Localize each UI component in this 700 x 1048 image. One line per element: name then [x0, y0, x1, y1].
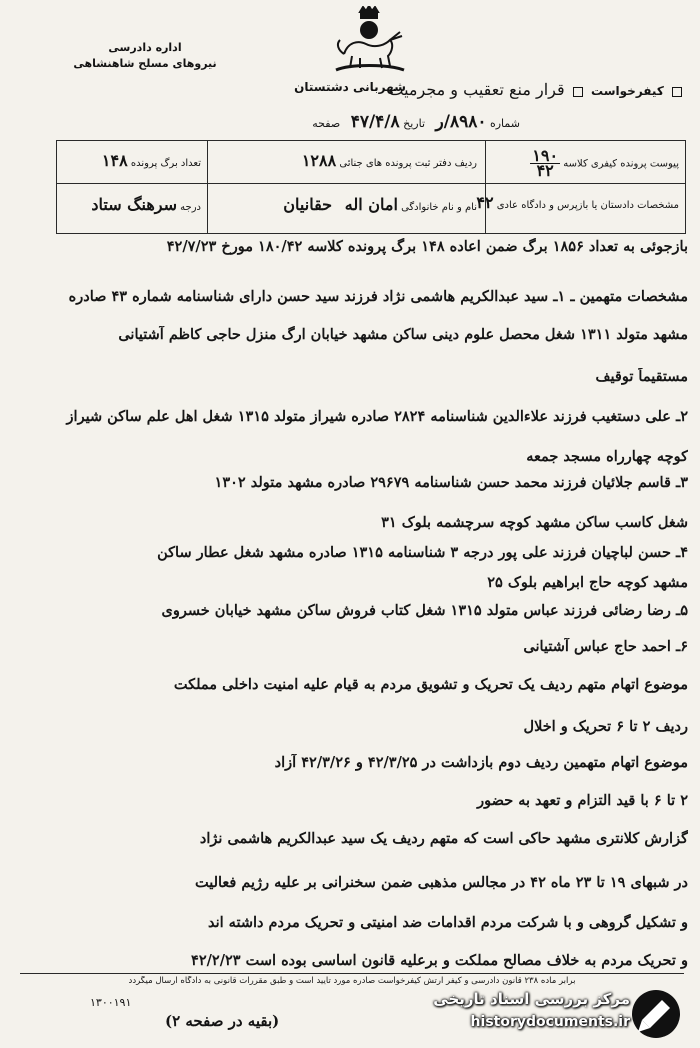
body-line: ۴ـ حسن لباچیان فرزند علی پور درجه ۳ شناسنامه ۱۳۱۵ صادره مشهد شغل عطار ساکن [157, 544, 688, 561]
document-title [226, 80, 686, 99]
body-line: ۲ـ علی دستغیب فرزند علاءالدین شناسنامه ۲۸۲۴ صادره شیراز متولد ۱۳۱۵ شغل اهل علم ساکن شیراز [66, 408, 688, 425]
watermark-text-en: historydocuments.ir [470, 1014, 630, 1030]
checkbox-icon [672, 87, 682, 97]
rank-value: سرهنگ ستاد [91, 195, 177, 214]
plaintiff-value: امان اله [344, 195, 398, 214]
body-line: بازجوئی به تعداد ۱۸۵۶ برگ ضمن اعاده ۱۴۸ برگ پرونده کلاسه ۱۸۰/۴۲ مورخ ۴۲/۷/۲۳ [166, 238, 688, 255]
body-line: مستقیماً توقیف [595, 368, 688, 385]
plaintiff-label: نام و نام خانوادگی [401, 202, 477, 213]
body-line: گزارش کلانتری مشهد حاکی است که متهم ردیف یک سید عبدالکریم هاشمی نژاد [199, 830, 688, 847]
footer-divider [20, 973, 684, 974]
case-number-cell [530, 146, 679, 180]
body-line: موضوع اتهام متهمین ردیف دوم بازداشت در ۴۲/۳/۲۵ و ۴۲/۳/۲۶ آزاد [274, 754, 688, 771]
body-line: مشخصات متهمین ـ ۱ـ سید عبدالکریم هاشمی نژاد فرزند سید حسن دارای شناسنامه شماره ۴۳ صادره [68, 288, 688, 305]
complainant-label: مشخصات دادستان یا بازپرس و دادگاه عادی [496, 200, 679, 211]
case-info-table [56, 140, 686, 234]
complainant-cell [476, 193, 679, 212]
case-den: ۴۲ [536, 161, 554, 180]
body-line: و تحریک مردم به خلاف مصالح مملکت و برعلیه قانون اساسی بوده است ۴۲/۲/۲۳ [191, 952, 688, 969]
body-line: و تشکیل گروهی و با شرکت مردم اقدامات ضد امنیتی و تحریک مردم داشته اند [207, 914, 688, 931]
number-date-line [180, 112, 520, 132]
org-line-2: نیروهای مسلح شاهنشاهی [73, 57, 217, 70]
body-line: ردیف ۲ تا ۶ تحریک و اخلال [523, 718, 688, 735]
rank-label: درجه [180, 202, 201, 213]
case-fraction [530, 146, 560, 180]
body-line: شغل کاسب ساکن مشهد کوچه سرچشمه بلوک ۳۱ [381, 514, 688, 531]
register-cell [302, 151, 477, 170]
body-line: ۶ـ احمد حاج عباس آشتیانی [523, 638, 688, 655]
page-label: صفحه [312, 117, 341, 130]
date-label: تاریخ [403, 117, 426, 130]
organization-header [60, 40, 230, 72]
case-label: پیوست پرونده کیفری کلاسه [563, 158, 679, 170]
title-mid: قرار منع تعقیب و مجرمیت [388, 80, 565, 99]
register-value: ۱۲۸۸ [301, 151, 337, 170]
case-num: ۱۹۰ [532, 146, 559, 165]
footer-code: ۱۳۰۰۱۹۱ [90, 996, 132, 1009]
footer-note: برابر ماده ۲۳۸ قانون دادرسی و کیفر ارتش کیفرخواست صادره مورد تأیید است و طبق مقررات قانونی به دادگاه ارسال میگردد [128, 976, 576, 986]
register-label: ردیف دفتر ثبت پرونده های جنائی [339, 158, 477, 169]
title-prefix: کیفرخواست [591, 84, 664, 98]
body-line: ۳ـ قاسم جلائیان فرزند محمد حسن شناسنامه ۲۹۶۷۹ صادره مشهد متولد ۱۳۰۲ [214, 474, 688, 491]
number-label: شماره [489, 117, 520, 130]
plaintiff-cell [283, 195, 477, 214]
body-line: موضوع اتهام متهم ردیف یک تحریک و تشویق مردم به قیام علیه امنیت داخلی مملکت [173, 676, 688, 693]
plaintiff-surname: حقانیان [283, 195, 333, 214]
complainant-value: ۴۲ [476, 193, 494, 212]
body-line: مشهد کوچه حاج ابراهیم بلوک ۲۵ [487, 574, 688, 591]
unit-name: شهربانی دشتستان [294, 80, 406, 94]
body-line: در شبهای ۱۹ تا ۲۳ ماه ۴۲ در مجالس مذهبی ضمن سخنرانی بر علیه رژیم فعالیت [194, 874, 688, 891]
watermark-text-fa: مرکز بررسی اسناد تاریخی [433, 990, 630, 1008]
body-line: ۵ـ رضا رضائی فرزند عباس متولد ۱۳۱۵ شغل کتاب فروش ساکن مشهد خیابان خسروی [161, 602, 688, 619]
continued-note: (بقیه در صفحه ۲) [165, 1012, 280, 1030]
pages-label: تعداد برگ پرونده [130, 158, 201, 169]
lion-and-sun-emblem-icon [330, 6, 408, 76]
body-line: ۲ تا ۶ با قید التزام و تعهد به حضور [477, 792, 688, 809]
checkbox-icon [573, 87, 583, 97]
pages-cell [102, 151, 201, 170]
pages-value: ۱۴۸ [101, 151, 128, 170]
rank-cell [91, 195, 201, 214]
org-line-1: اداره دادرسی [108, 41, 182, 54]
body-line: مشهد متولد ۱۳۱۱ شغل محصل علوم دینی ساکن مشهد خیابان ارگ منزل حاجی کاظم آشتیانی [118, 326, 688, 343]
number-value: ۸۹۸۰/ر [435, 112, 487, 132]
date-value: ۴۷/۴/۸ [350, 112, 400, 132]
body-line: کوچه چهارراه مسجد جمعه [526, 448, 688, 465]
